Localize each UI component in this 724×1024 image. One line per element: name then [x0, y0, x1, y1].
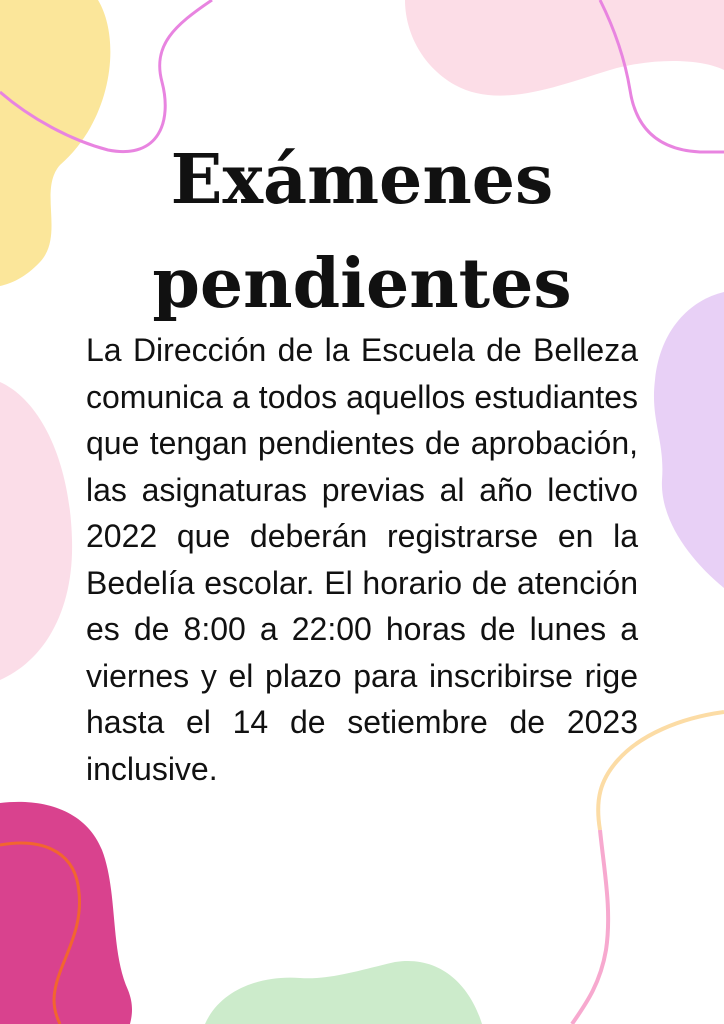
title-line-1: Exámenes	[170, 140, 554, 220]
pink-blob-top	[405, 0, 724, 96]
title-line-2: pendientes	[152, 244, 572, 324]
announcement-body: La Dirección de la Escuela de Belleza comunica a todos aquellos estudiantes que tengan pendientes de aprobación, las asignaturas previas al año lectivo 2022 que deberán registrarse en la Bedelía escolar. El horario de atención es de 8:00 a 22:00 horas de lunes a viernes y el plazo para inscribirse rige hasta el 14 de setiembre de 2023 inclusive.	[86, 332, 638, 787]
magenta-blob	[0, 802, 132, 1024]
pink-line	[572, 830, 608, 1024]
pink-blob-left	[0, 382, 72, 680]
page-title	[0, 128, 724, 336]
lavender-blob	[654, 292, 724, 588]
green-blob	[205, 961, 482, 1024]
